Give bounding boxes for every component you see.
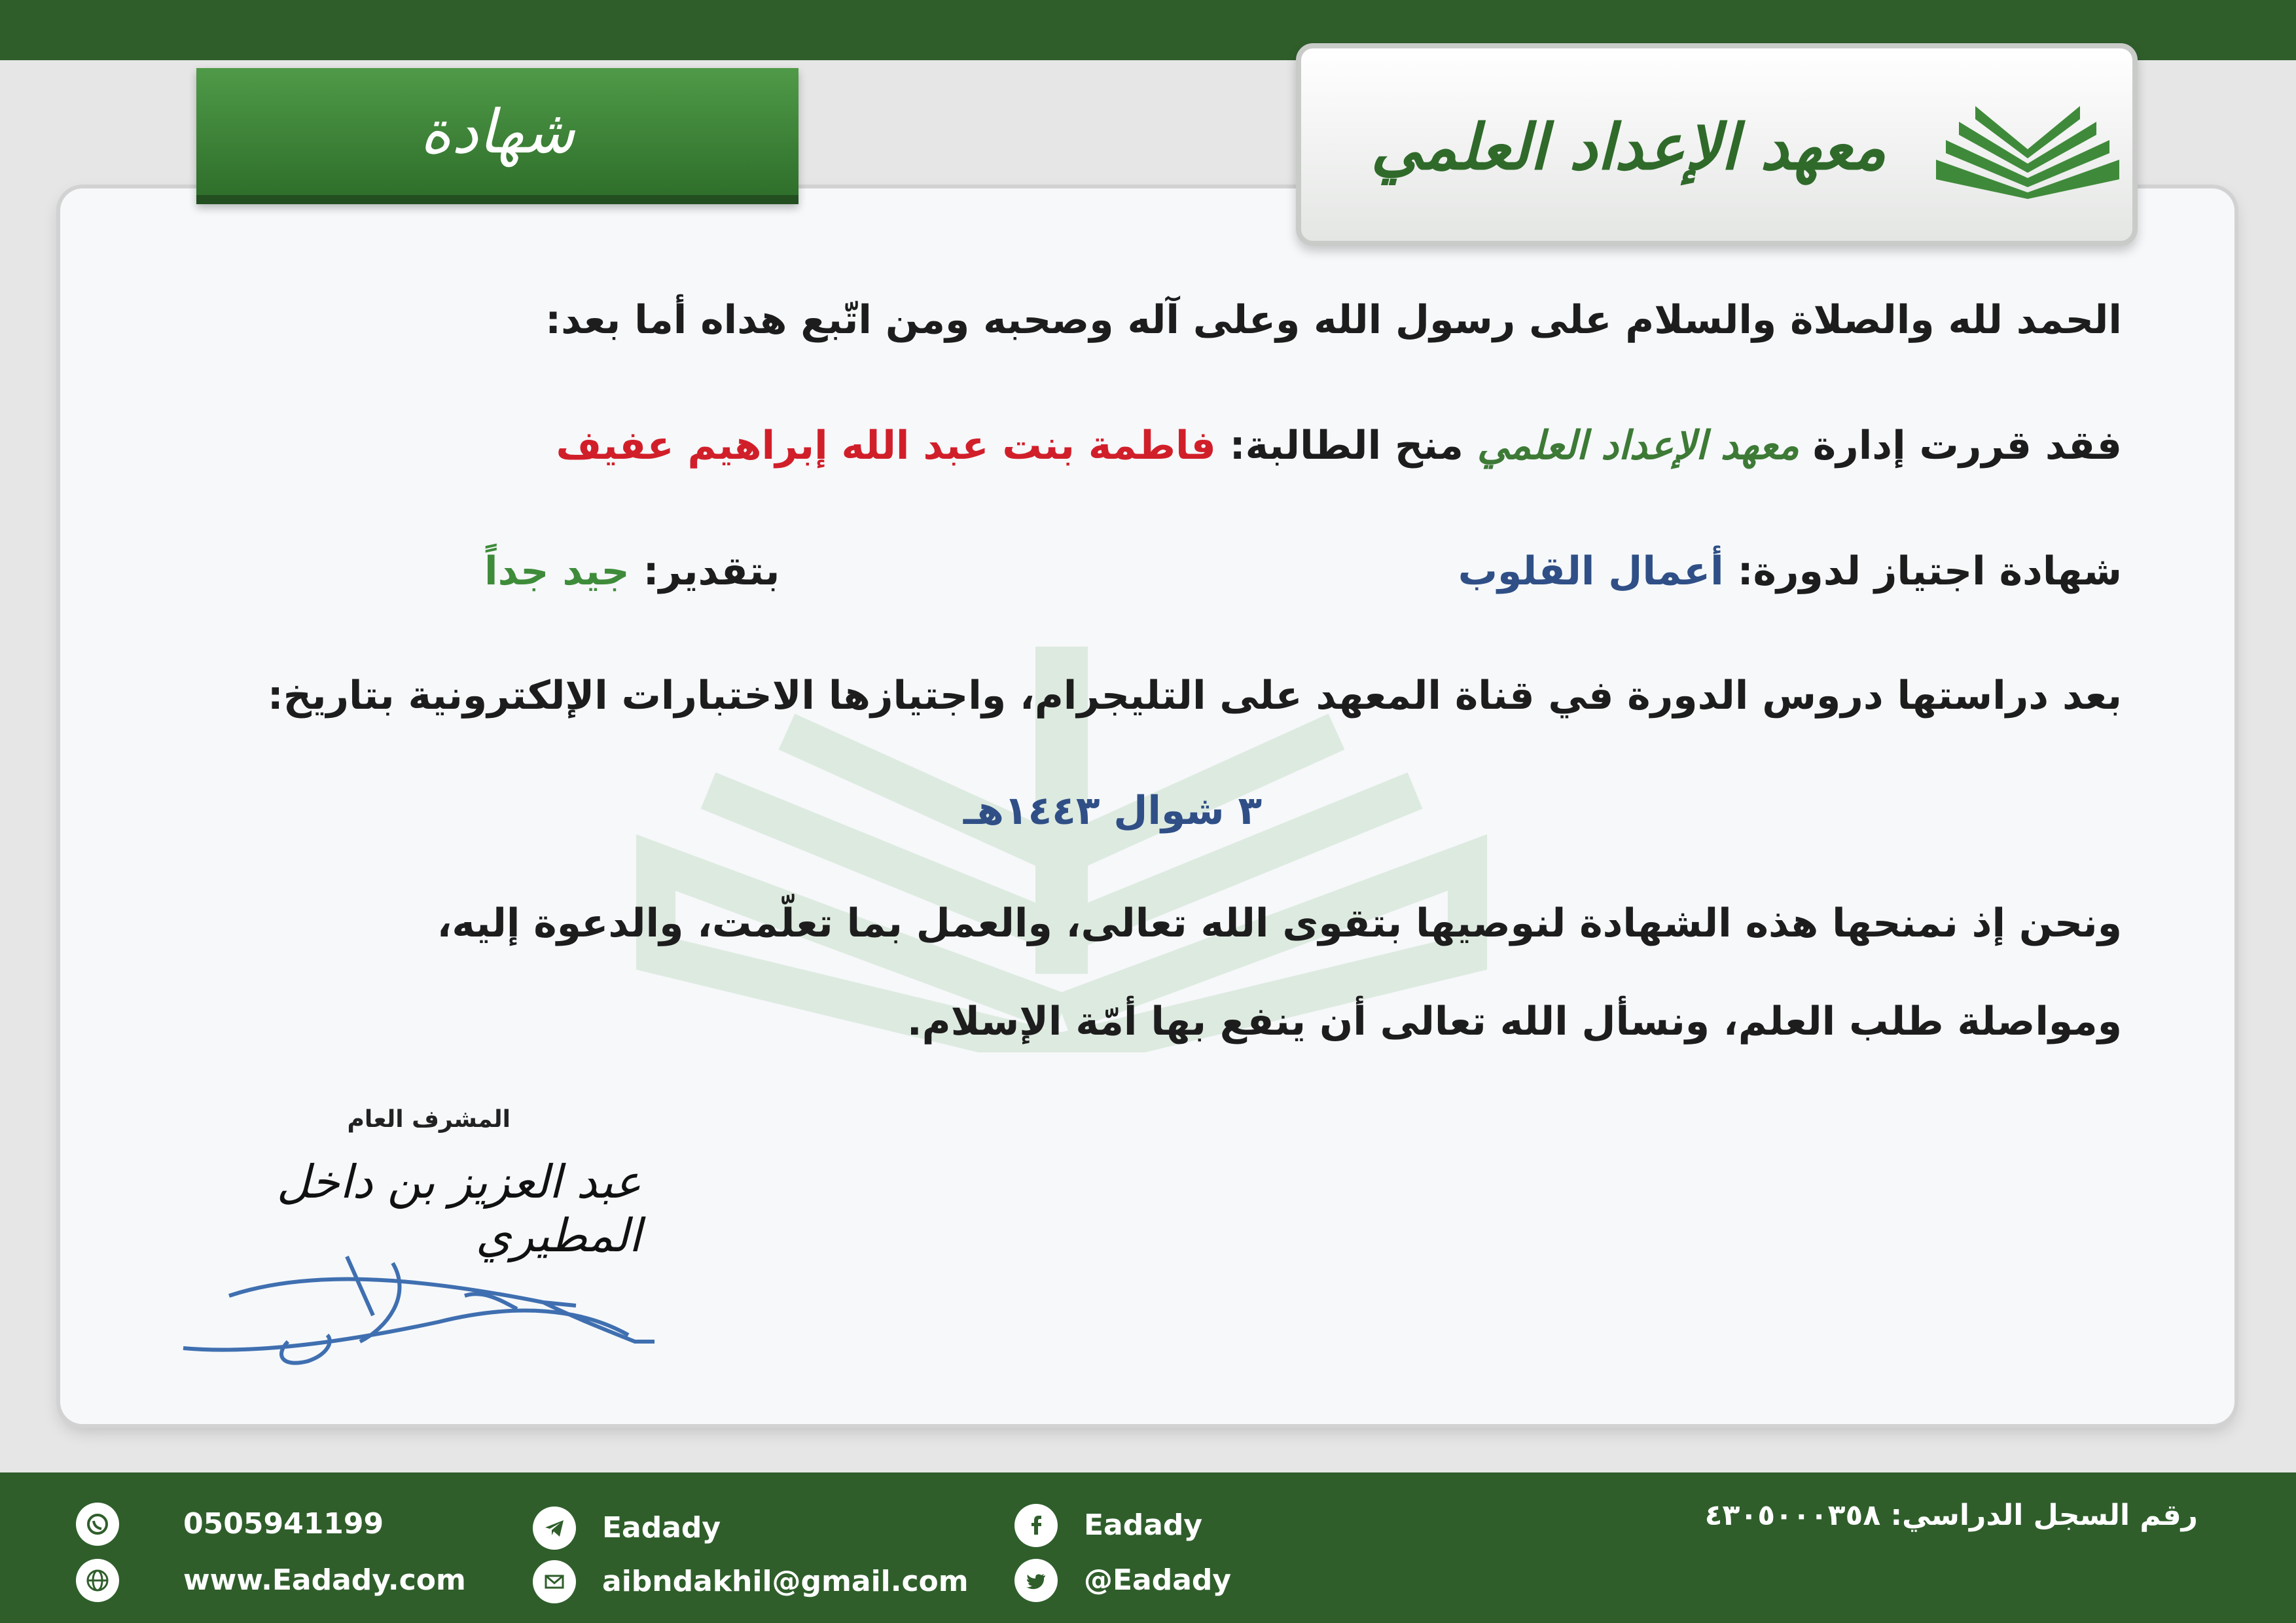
grade-line: [484, 542, 780, 601]
supervisor-name: عبد العزيز بن داخل المطيري: [276, 1155, 641, 1262]
twitter-handle[interactable]: @Eadady: [1084, 1563, 1232, 1597]
handwritten-signature: [177, 1243, 661, 1374]
student-name: فاطمة بنت عبد الله إبراهيم عفيف: [556, 423, 1216, 469]
facebook-icon: [1014, 1504, 1058, 1547]
website-link[interactable]: www.Eadady.com: [183, 1563, 466, 1597]
closing-line-1: ونحن إذ نمنحها هذه الشهادة لنوصيها بتقوى الله تعالى، والعمل بما تعلّمت، والدعوة إليه،: [437, 901, 2122, 946]
grade-label: بتقدير:: [643, 548, 780, 594]
course-label: شهادة اجتياز لدورة:: [1737, 548, 2122, 594]
record-label: رقم السجل الدراسي:: [1890, 1499, 2198, 1532]
institute-name: معهد الإعداد العلمي: [1371, 109, 1886, 184]
book-icon: [1929, 101, 2126, 199]
course-line: [93, 542, 2122, 601]
facebook-handle[interactable]: Eadady: [1084, 1508, 1203, 1542]
grant-text: منح الطالبة:: [1229, 423, 1463, 469]
whatsapp-icon: [76, 1503, 119, 1546]
inline-institute-name: معهد الإعداد العلمي: [1477, 423, 1799, 469]
completion-date: ٣ شوال ١٤٤٣هـ: [963, 788, 1263, 834]
email-address[interactable]: aibndakhil@gmail.com: [602, 1565, 969, 1598]
course-name: أعمال القلوب: [1458, 548, 1724, 594]
supervisor-title: المشرف العام: [347, 1106, 511, 1133]
telegram-icon: [533, 1507, 576, 1550]
certificate-label: شهادة: [420, 96, 575, 167]
study-record: [1705, 1499, 2198, 1532]
twitter-icon: [1014, 1559, 1058, 1602]
telegram-handle[interactable]: Eadady: [602, 1511, 721, 1544]
grade-value: جيد جداً: [484, 548, 630, 594]
record-number: ٤٣٠٥٠٠٠٣٥٨: [1704, 1499, 1881, 1532]
institute-banner: [1296, 43, 2138, 246]
certificate-badge: [196, 68, 798, 204]
study-line: بعد دراستها دروس الدورة في قناة المعهد على التليجرام، واجتيازها الاختبارات الإلكترونية بتاريخ:: [267, 673, 2122, 719]
globe-icon: [76, 1559, 119, 1602]
grant-line: [93, 416, 2122, 475]
grant-prefix: فقد قررت إدارة: [1812, 423, 2122, 469]
closing-line-2: ومواصلة طلب العلم، ونسأل الله تعالى أن ينفع بها أمّة الإسلام.: [906, 999, 2122, 1044]
email-icon: [533, 1560, 576, 1603]
phone-number[interactable]: 0505941199: [183, 1507, 384, 1541]
opening-line: الحمد لله والصلاة والسلام على رسول الله وعلى آله وصحبه ومن اتّبع هداه أما بعد:: [545, 297, 2122, 343]
